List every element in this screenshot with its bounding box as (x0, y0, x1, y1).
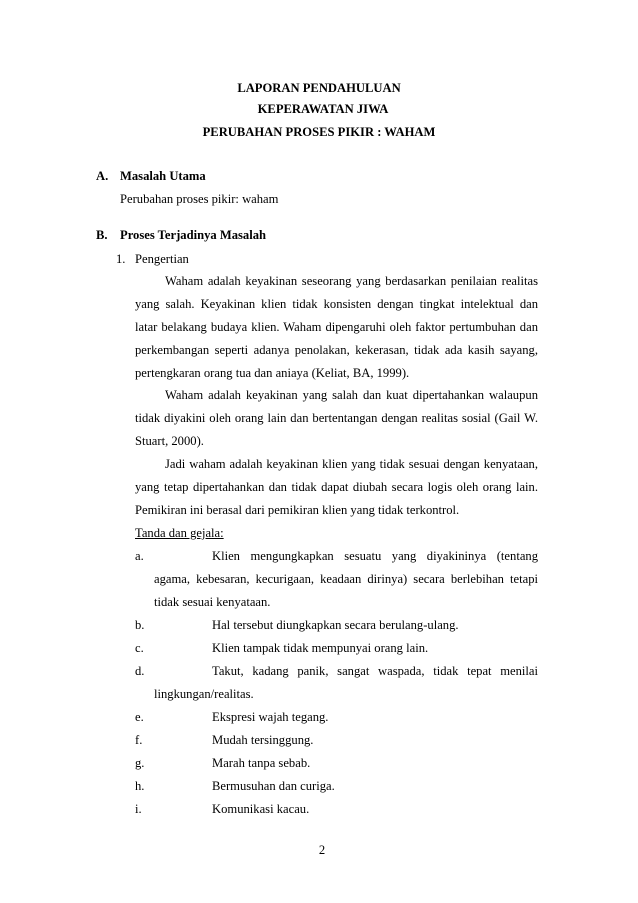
para2-line-2: tidak diyakini oleh orang lain dan bertentangan dengan realitas sosial (Gail W. (135, 411, 538, 425)
sign-b-text: Hal tersebut diungkapkan secara berulang-ulang. (212, 618, 459, 632)
para3-line-2: yang tetap dipertahankan dan tidak dapat diubah secara logis oleh orang lain. (135, 480, 538, 494)
title-line-3: PERUBAHAN PROSES PIKIR : WAHAM (202, 125, 436, 139)
sign-b-letter: b. (135, 618, 145, 632)
sign-d-letter: d. (135, 664, 145, 678)
sign-f-letter: f. (135, 733, 143, 747)
title-line-1: LAPORAN PENDAHULUAN (237, 81, 401, 95)
section-a-label: A. (96, 169, 109, 183)
sign-g-text: Marah tanpa sebab. (212, 756, 311, 770)
sign-d-cont-1: lingkungan/realitas. (154, 687, 254, 701)
title-line-2: KEPERAWATAN JIWA (257, 102, 389, 116)
sign-c-letter: c. (135, 641, 144, 655)
sign-d-text: Takut, kadang panik, sangat waspada, tidak tepat menilai (212, 664, 538, 678)
section-b-label: B. (96, 228, 108, 242)
sign-a-cont-1: agama, kebesaran, kecurigaan, keadaan dirinya) secara berlebihan tetapi (154, 572, 538, 586)
sign-a-letter: a. (135, 549, 144, 563)
sign-a-cont-2: tidak sesuai kenyataan. (154, 595, 271, 609)
para2-line-3: Stuart, 2000). (135, 434, 204, 448)
para3-line-1: Jadi waham adalah keyakinan klien yang tidak sesuai dengan kenyataan, (165, 457, 538, 471)
sign-a-text: Klien mengungkapkan sesuatu yang diyakininya (tentang (212, 549, 538, 563)
page-number: 2 (318, 843, 326, 857)
sign-e-letter: e. (135, 710, 144, 724)
signs-title: Tanda dan gejala: (135, 526, 224, 540)
para1-line-3: latar belakang budaya klien. Waham dipengaruhi oleh faktor pertumbuhan dan (135, 320, 538, 334)
para1-line-5: pertengkaran orang tua dan aniaya (Keliat, BA, 1999). (135, 366, 410, 380)
sign-h-text: Bermusuhan dan curiga. (212, 779, 335, 793)
item-number: 1. (116, 252, 126, 266)
para3-line-3: Pemikiran ini berasal dari pemikiran klien yang tidak terkontrol. (135, 503, 460, 517)
section-b-title: Proses Terjadinya Masalah (120, 228, 267, 242)
para2-line-1: Waham adalah keyakinan yang salah dan kuat dipertahankan walaupun (165, 388, 538, 402)
para1-line-4: perkembangan seperti adanya penolakan, kekerasan, tidak ada kasih sayang, (135, 343, 538, 357)
item-title: Pengertian (135, 252, 189, 266)
sign-c-text: Klien tampak tidak mempunyai orang lain. (212, 641, 429, 655)
section-a-text: Perubahan proses pikir: waham (120, 192, 279, 206)
para1-line-2: yang salah. Keyakinan klien tidak konsisten dengan tingkat intelektual dan (135, 297, 538, 311)
sign-i-letter: i. (135, 802, 142, 816)
para1-line-1: Waham adalah keyakinan seseorang yang berdasarkan penilaian realitas (165, 274, 538, 288)
sign-i-text: Komunikasi kacau. (212, 802, 310, 816)
section-a-title: Masalah Utama (120, 169, 206, 183)
sign-f-text: Mudah tersinggung. (212, 733, 314, 747)
sign-h-letter: h. (135, 779, 145, 793)
sign-e-text: Ekspresi wajah tegang. (212, 710, 329, 724)
sign-g-letter: g. (135, 756, 145, 770)
